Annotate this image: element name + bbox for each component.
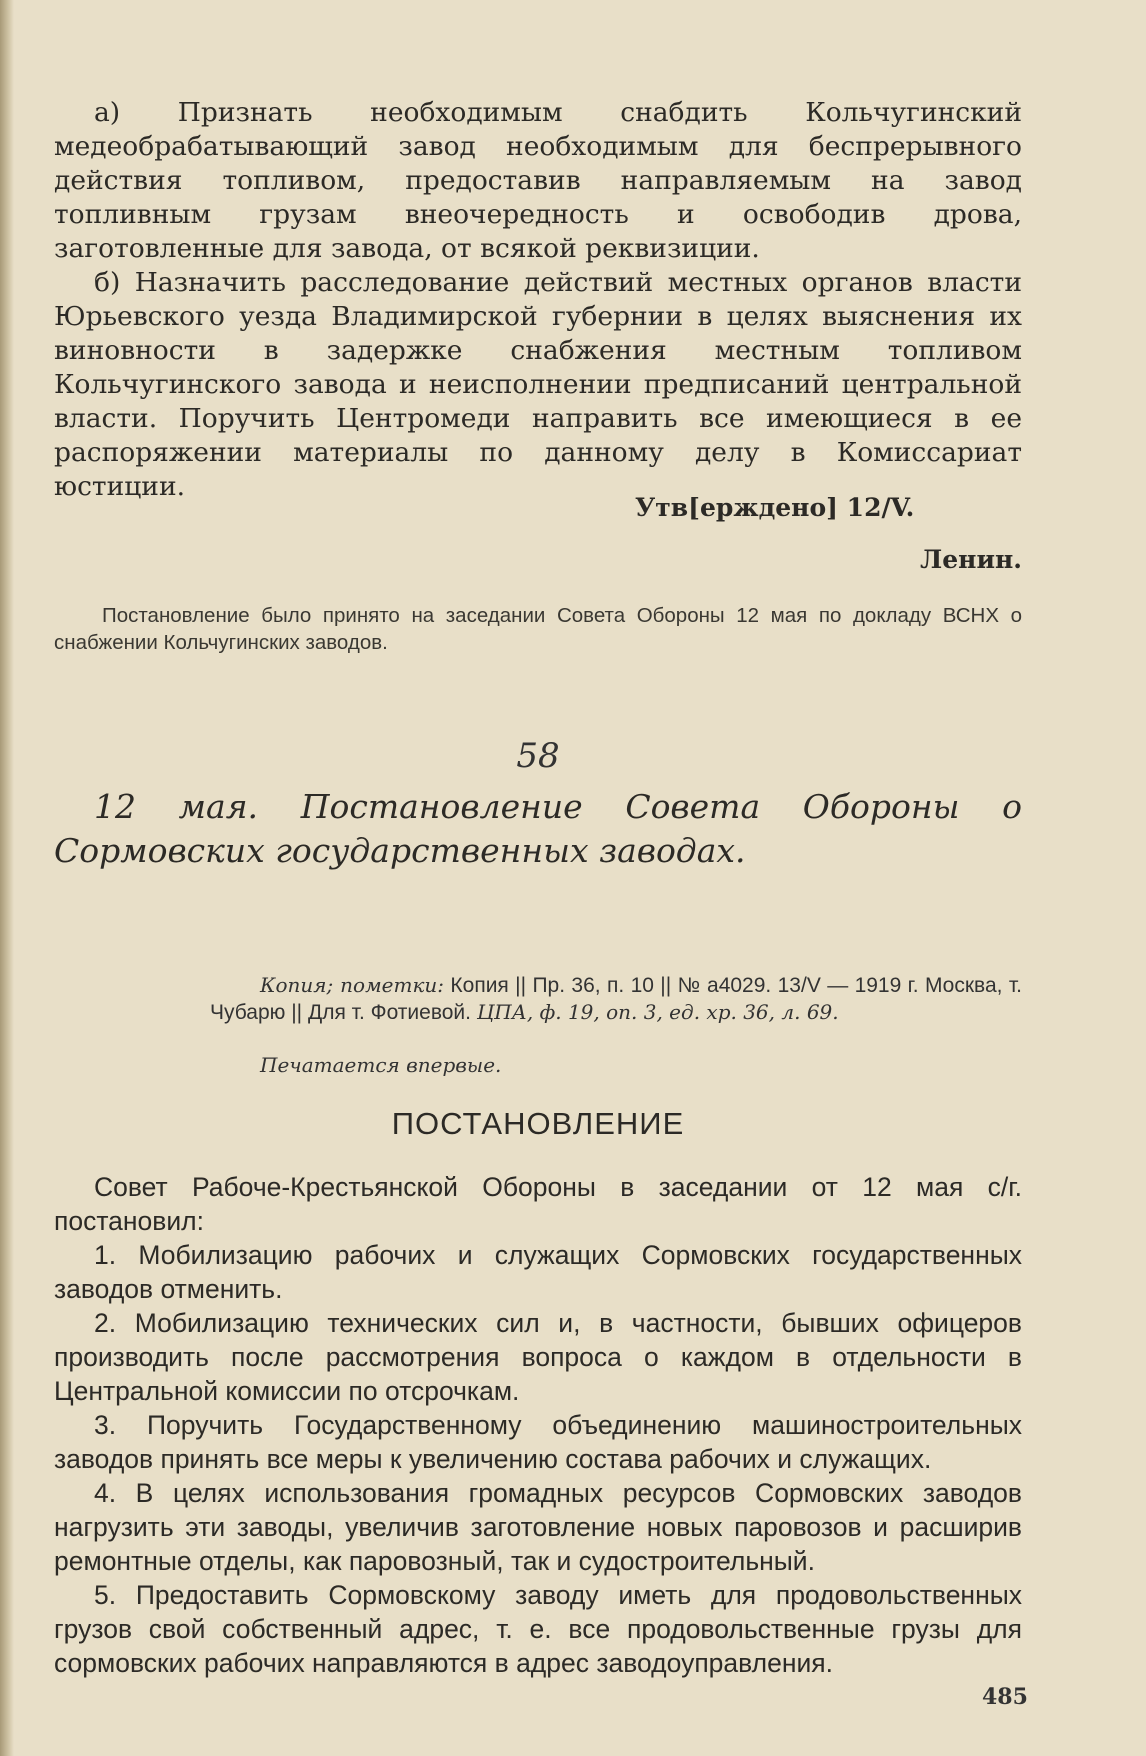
source-label: Копия; пометки: <box>260 973 445 997</box>
signature: Ленин. <box>920 545 1022 574</box>
resolution-item: 5. Предоставить Сормовскому заводу иметь для продовольственных грузов свой собственный адрес, т. е. все продовольственные грузы для сормовских рабочих направляются в адрес заводоуправления. <box>54 1580 1022 1678</box>
paragraph-a: а) Признать необходимым снабдить Кольчугинский медеобрабатывающий завод необходимым для беспрерывного действия топливом, предоставив направляемым на завод топливным грузам внеочередность и освободив дрова, заготовленные для завода, от всякой реквизиции. <box>54 97 1022 264</box>
resolution-title: ПОСТАНОВЛЕНИЕ <box>391 1106 685 1141</box>
archive-reference: ЦПА, ф. 19, оп. 3, ед. хр. 36, л. 69. <box>476 1000 839 1024</box>
resolution-item: 3. Поручить Государственному объединению машиностроительных заводов принять все меры к увеличению состава рабочих и служащих. <box>54 1410 1022 1474</box>
editorial-note: Постановление было принято на заседании Совета Обороны 12 мая по докладу ВСНХ о снабжении Кольчугинских заводов. <box>54 604 1022 654</box>
resolution-item: 2. Мобилизацию технических сил и, в частности, бывших офицеров производить после рассмотрения вопроса о каждом в отдельности в Центральной комиссии по отсрочкам. <box>54 1308 1022 1406</box>
resolution-item: 4. В целях использования громадных ресурсов Сормовских заводов нагрузить эти заводы, увеличив заготовление новых паровозов и расширив ремонтные отделы, как паровозный, так и судостроительный. <box>54 1478 1022 1576</box>
resolution-item: 1. Мобилизацию рабочих и служащих Сормовских государственных заводов отменить. <box>54 1240 1022 1304</box>
source-text: Копия || Пр. 36, п. 10 || № а4029. 13/V — 1919 г. Москва, т. Чубарю || Для т. Фотиевой. <box>210 974 1022 1024</box>
source-reference <box>210 972 1022 1026</box>
paragraph-b: б) Назначить расследование действий местных органов власти Юрьевского уезда Владимирской губернии в целях выяснения их виновности в задержке снабжения местным топливом Кольчугинского завода и неисполнении предписаний центральной власти. Поручить Центромеди направить все имеющиеся в ее распоряжении материалы по данному делу в Комиссариат юстиции. <box>54 267 1022 502</box>
approval-line: Утв[ерждено] 12/V. <box>635 493 915 522</box>
publication-note: Печатается впервые. <box>260 1053 502 1077</box>
resolution-body <box>54 1170 1022 1680</box>
resolution-intro: Совет Рабоче-Крестьянской Обороны в заседании от 12 мая с/г. постановил: <box>54 1172 1022 1236</box>
document-heading: 12 мая. Постановление Совета Обороны о Сормовских государственных заводах. <box>54 787 1022 870</box>
page-number: 485 <box>982 1684 1028 1710</box>
book-spine-edge <box>0 0 14 1756</box>
document-number: 58 <box>516 736 560 776</box>
page-content <box>54 96 1022 1678</box>
